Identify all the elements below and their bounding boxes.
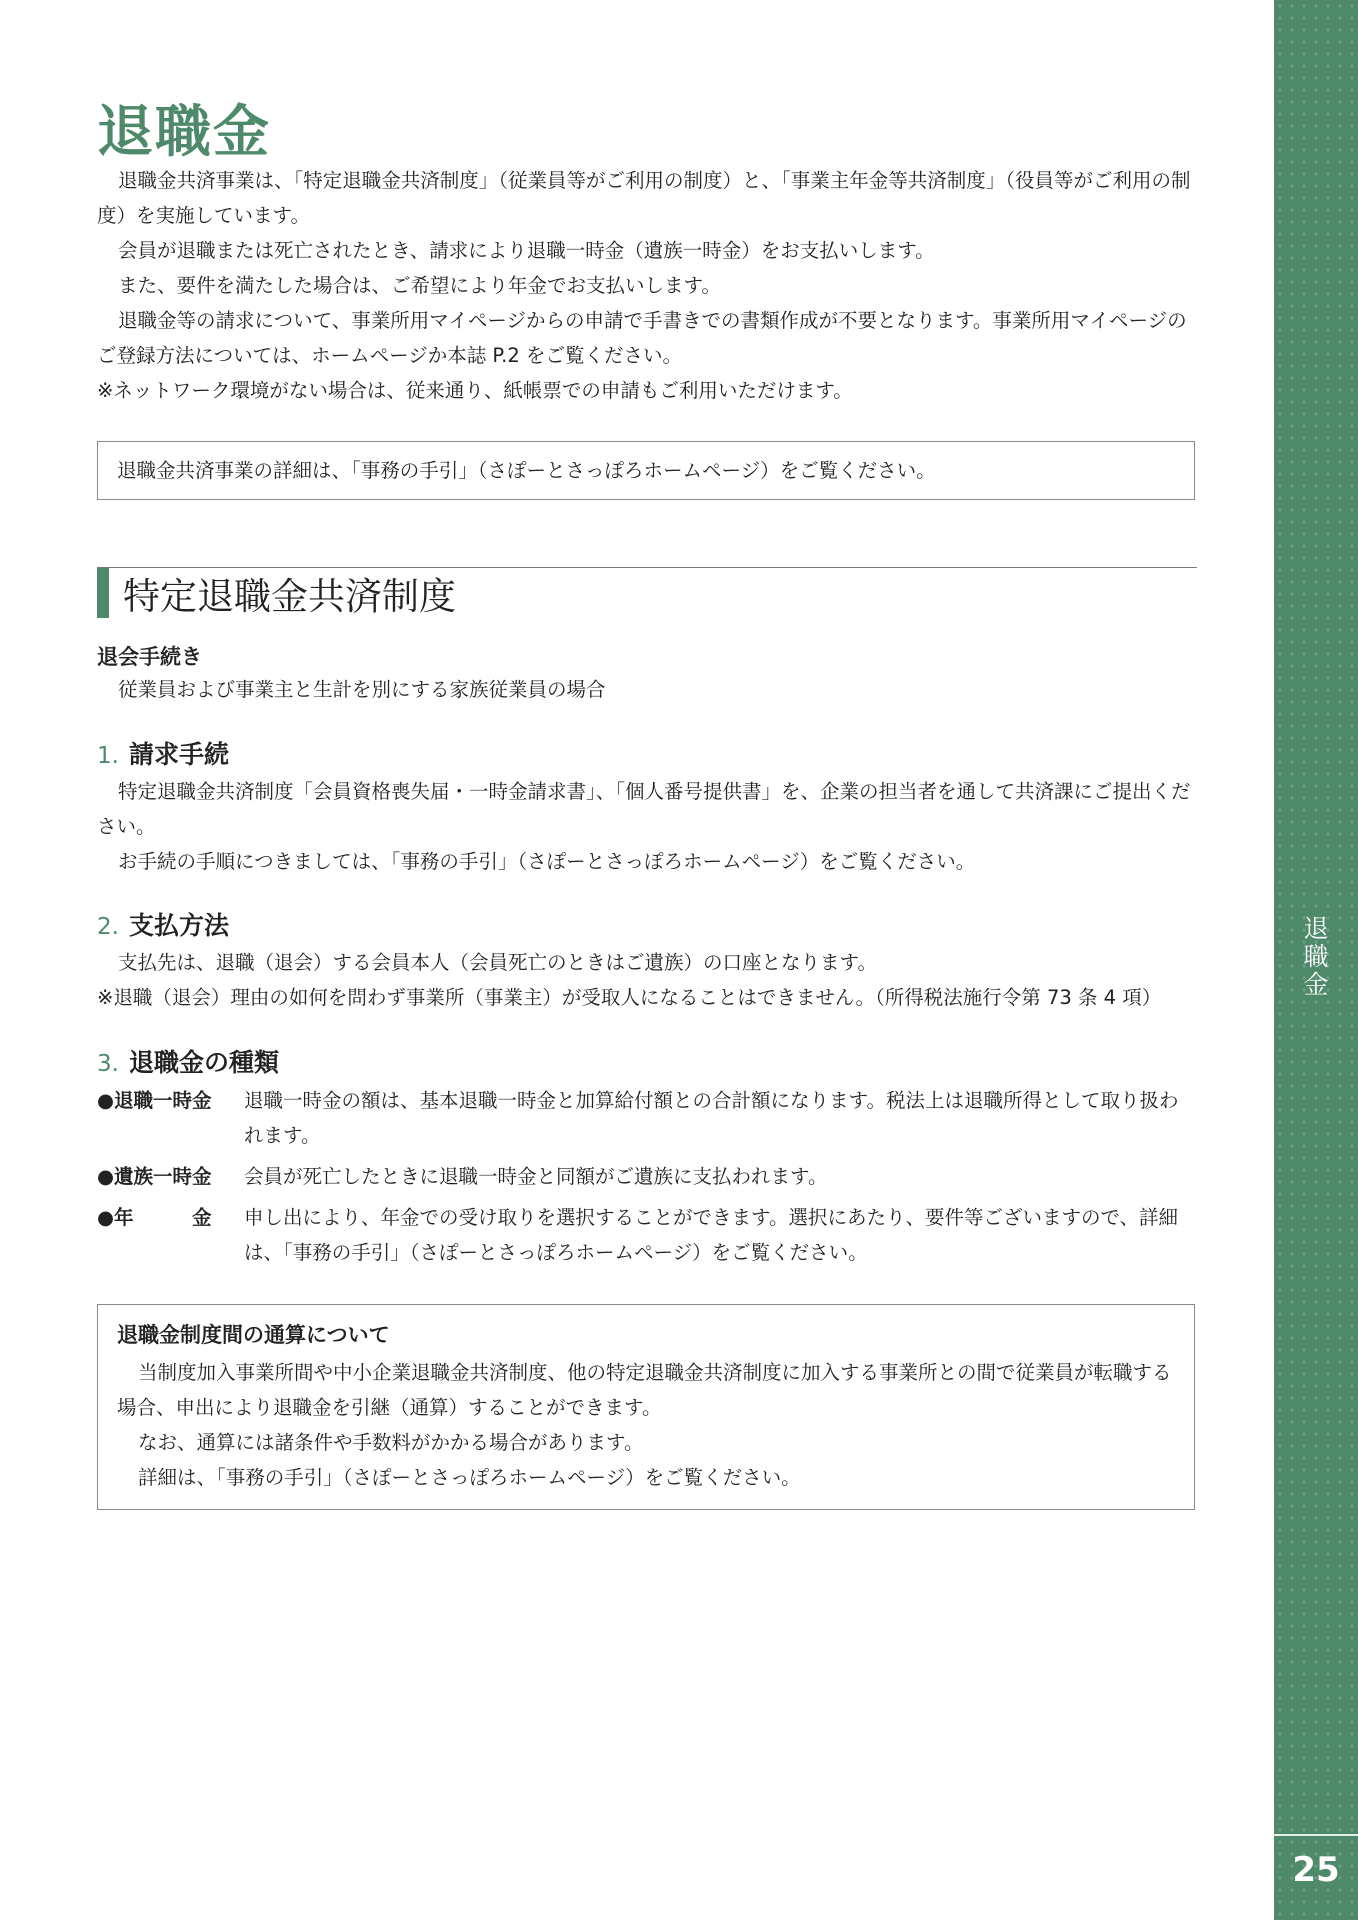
payment-paragraph: 支払先は、退職（退会）する会員本人（会員死亡のときはご遺族）の口座となります。 bbox=[118, 951, 877, 974]
intro-paragraph: また、要件を満たした場合は、ご希望により年金でお支払いします。 bbox=[118, 274, 721, 297]
item-title: 支払方法 bbox=[128, 911, 229, 940]
withdraw-block bbox=[97, 672, 1197, 707]
transfer-info-box bbox=[97, 1304, 1195, 1510]
kind-text: 会員が死亡したときに退職一時金と同額がご遺族に支払われます。 bbox=[244, 1165, 828, 1188]
item-title: 請求手続 bbox=[128, 740, 229, 769]
payment-method-heading bbox=[97, 906, 229, 942]
withdraw-heading: 退会手続き bbox=[97, 645, 202, 669]
chapter-label-char: 職 bbox=[1303, 942, 1329, 971]
payment-method-block bbox=[97, 945, 1197, 1015]
page-number-divider bbox=[1274, 1834, 1358, 1836]
intro-note: ※ネットワーク環境がない場合は、従来通り、紙帳票での申請もご利用いただけます。 bbox=[97, 379, 853, 402]
item-number: 2. bbox=[97, 914, 119, 940]
kind-label: ●退職一時金 bbox=[97, 1089, 212, 1112]
kind-label: ●遺族一時金 bbox=[97, 1165, 212, 1188]
list-item bbox=[97, 1200, 1197, 1270]
kind-text: 退職一時金の額は、基本退職一時金と加算給付額との合計額になります。税法上は退職所得として取り扱われます。 bbox=[244, 1089, 1179, 1147]
claim-paragraph: お手続の手順につきましては、「事務の手引」（さぽーとさっぽろホームページ）をご覧ください。 bbox=[118, 850, 976, 873]
retirement-types-heading bbox=[97, 1043, 279, 1079]
payment-note: ※退職（退会）理由の如何を問わず事業所（事業主）が受取人になることはできません。（所得税法施行令第 73 条 4 項） bbox=[97, 986, 1162, 1009]
chapter-label-char: 金 bbox=[1303, 970, 1329, 999]
transfer-paragraph: なお、通算には諸条件や手数料がかかる場合があります。 bbox=[138, 1431, 644, 1454]
chapter-label bbox=[1274, 915, 1358, 999]
notice-box: 退職金共済事業の詳細は、「事務の手引」（さぽーとさっぽろホームページ）をご覧ください。 bbox=[97, 441, 1195, 500]
chapter-label-char: 退 bbox=[1303, 914, 1329, 943]
withdraw-text: 従業員および事業主と生計を別にする家族従業員の場合 bbox=[118, 678, 606, 701]
claim-paragraph: 特定退職金共済制度「会員資格喪失届・一時金請求書」、「個人番号提供書」を、企業の担当者を通して共済課にご提出ください。 bbox=[97, 780, 1191, 838]
item-number: 1. bbox=[97, 743, 119, 769]
intro-paragraph: 退職金等の請求について、事業所用マイページからの申請で手書きでの書類作成が不要となります。事業所用マイページのご登録方法については、ホームページか本誌 P.2 をご覧ください。 bbox=[97, 309, 1187, 367]
section-title: 特定退職金共済制度 bbox=[123, 575, 456, 618]
transfer-title: 退職金制度間の通算について bbox=[117, 1323, 390, 1347]
chapter-sidebar bbox=[1274, 0, 1358, 1920]
claim-procedure-heading bbox=[97, 735, 229, 771]
transfer-paragraph: 詳細は、「事務の手引」（さぽーとさっぽろホームページ）をご覧ください。 bbox=[138, 1466, 801, 1489]
list-item bbox=[97, 1159, 1197, 1194]
item-title: 退職金の種類 bbox=[128, 1048, 279, 1077]
retirement-types-list bbox=[97, 1083, 1197, 1276]
kind-label: ●年 金 bbox=[97, 1206, 212, 1229]
intro-paragraph: 会員が退職または死亡されたとき、請求により退職一時金（遺族一時金）をお支払いします。 bbox=[118, 239, 935, 262]
kind-text: 申し出により、年金での受け取りを選択することができます。選択にあたり、要件等ございますので、詳細は、「事務の手引」（さぽーとさっぽろホームページ）をご覧ください。 bbox=[244, 1206, 1179, 1264]
item-number: 3. bbox=[97, 1051, 119, 1077]
intro-text bbox=[97, 163, 1197, 408]
intro-paragraph: 退職金共済事業は、「特定退職金共済制度」（従業員等がご利用の制度）と、「事業主年金等共済制度」（役員等がご利用の制度）を実施しています。 bbox=[97, 169, 1191, 227]
page-number: 25 bbox=[1292, 1850, 1340, 1890]
section-heading bbox=[97, 567, 456, 619]
transfer-paragraph: 当制度加入事業所間や中小企業退職金共済制度、他の特定退職金共済制度に加入する事業所との間で従業員が転職する場合、申出により退職金を引継（通算）することができます。 bbox=[117, 1361, 1172, 1419]
page-title: 退職金 bbox=[97, 100, 271, 165]
list-item bbox=[97, 1083, 1197, 1153]
section-accent-bar bbox=[97, 568, 109, 618]
claim-procedure-block bbox=[97, 774, 1197, 879]
